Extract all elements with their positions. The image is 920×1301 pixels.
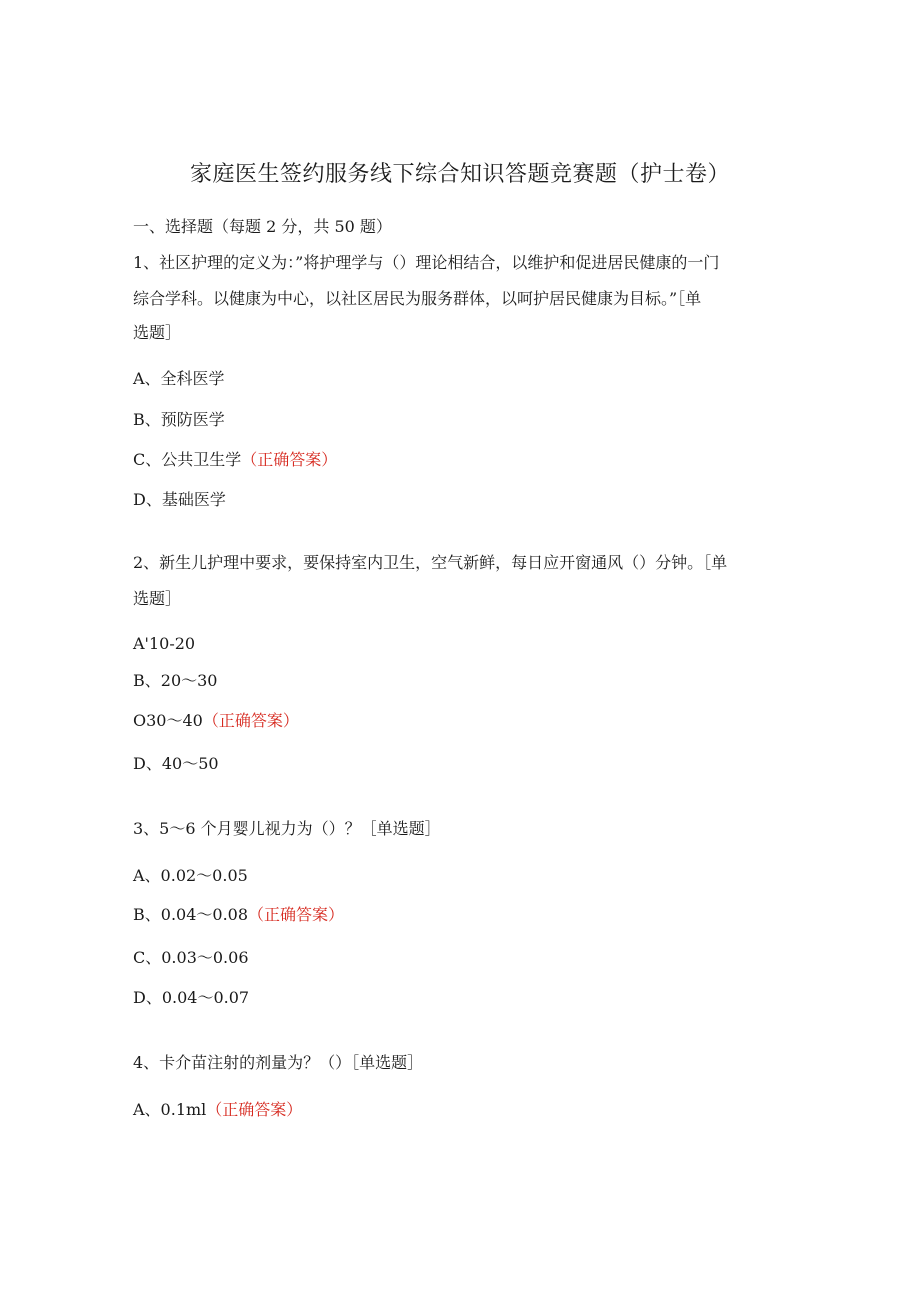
question-1-option-d — [133, 482, 783, 518]
question-2-stem-line-1: 2、新生儿护理中要求，要保持室内卫生，空气新鲜，每日应开窗通风（）分钟。［单 — [133, 553, 728, 572]
question-2-option-a — [133, 626, 783, 662]
option-text: B、20～30 — [133, 671, 218, 690]
question-1-stem-line-3: 选题］ — [133, 323, 182, 342]
section-heading: 一、选择题（每题 2 分，共 50 题） — [133, 217, 392, 236]
question-2-stem-line-2: 选题］ — [133, 589, 182, 608]
question-3-stem-line-1: 3、5～6 个月婴儿视力为（）？［单选题］ — [133, 819, 441, 838]
question-3-option-d — [133, 980, 783, 1016]
option-text: C、0.03～0.06 — [133, 948, 249, 967]
question-1-option-b — [133, 402, 783, 438]
question-4-option-a — [133, 1092, 783, 1128]
option-text: D、40～50 — [133, 754, 219, 773]
option-text: D、0.04～0.07 — [133, 988, 250, 1007]
correct-answer-mark: （正确答案） — [202, 711, 299, 730]
option-text: B、0.04～0.08 — [133, 905, 249, 924]
option-text: A、全科医学 — [133, 369, 225, 388]
question-2-option-c — [133, 703, 783, 739]
document-title: 家庭医生签约服务线下综合知识答题竞赛题（护士卷） — [189, 162, 730, 187]
option-text: B、预防医学 — [133, 410, 225, 429]
question-1-stem-line-1: 1、社区护理的定义为：”将护理学与（）理论相结合，以维护和促进居民健康的一门 — [133, 253, 720, 272]
question-3-option-c — [133, 940, 783, 976]
option-text: O30～40 — [133, 711, 203, 730]
option-text: A、0.1ml — [133, 1100, 207, 1119]
question-3-option-b — [133, 897, 783, 933]
question-1-option-c — [133, 442, 783, 478]
option-text: A'10-20 — [133, 634, 196, 653]
correct-answer-mark: （正确答案） — [248, 905, 345, 924]
correct-answer-mark: （正确答案） — [206, 1100, 303, 1119]
correct-answer-mark: （正确答案） — [241, 450, 338, 469]
question-4-stem-line-1: 4、卡介苗注射的剂量为？（）［单选题］ — [133, 1053, 424, 1072]
question-2-option-b — [133, 663, 783, 699]
question-1-stem-line-2: 综合学科。以健康为中心，以社区居民为服务群体，以呵护居民健康为目标。”［单 — [133, 289, 702, 308]
option-text: A、0.02～0.05 — [133, 866, 248, 885]
option-text: D、基础医学 — [133, 490, 226, 509]
question-1-option-a — [133, 361, 783, 397]
option-text: C、公共卫生学 — [133, 450, 242, 469]
question-2-option-d — [133, 746, 783, 782]
question-3-option-a — [133, 858, 783, 894]
